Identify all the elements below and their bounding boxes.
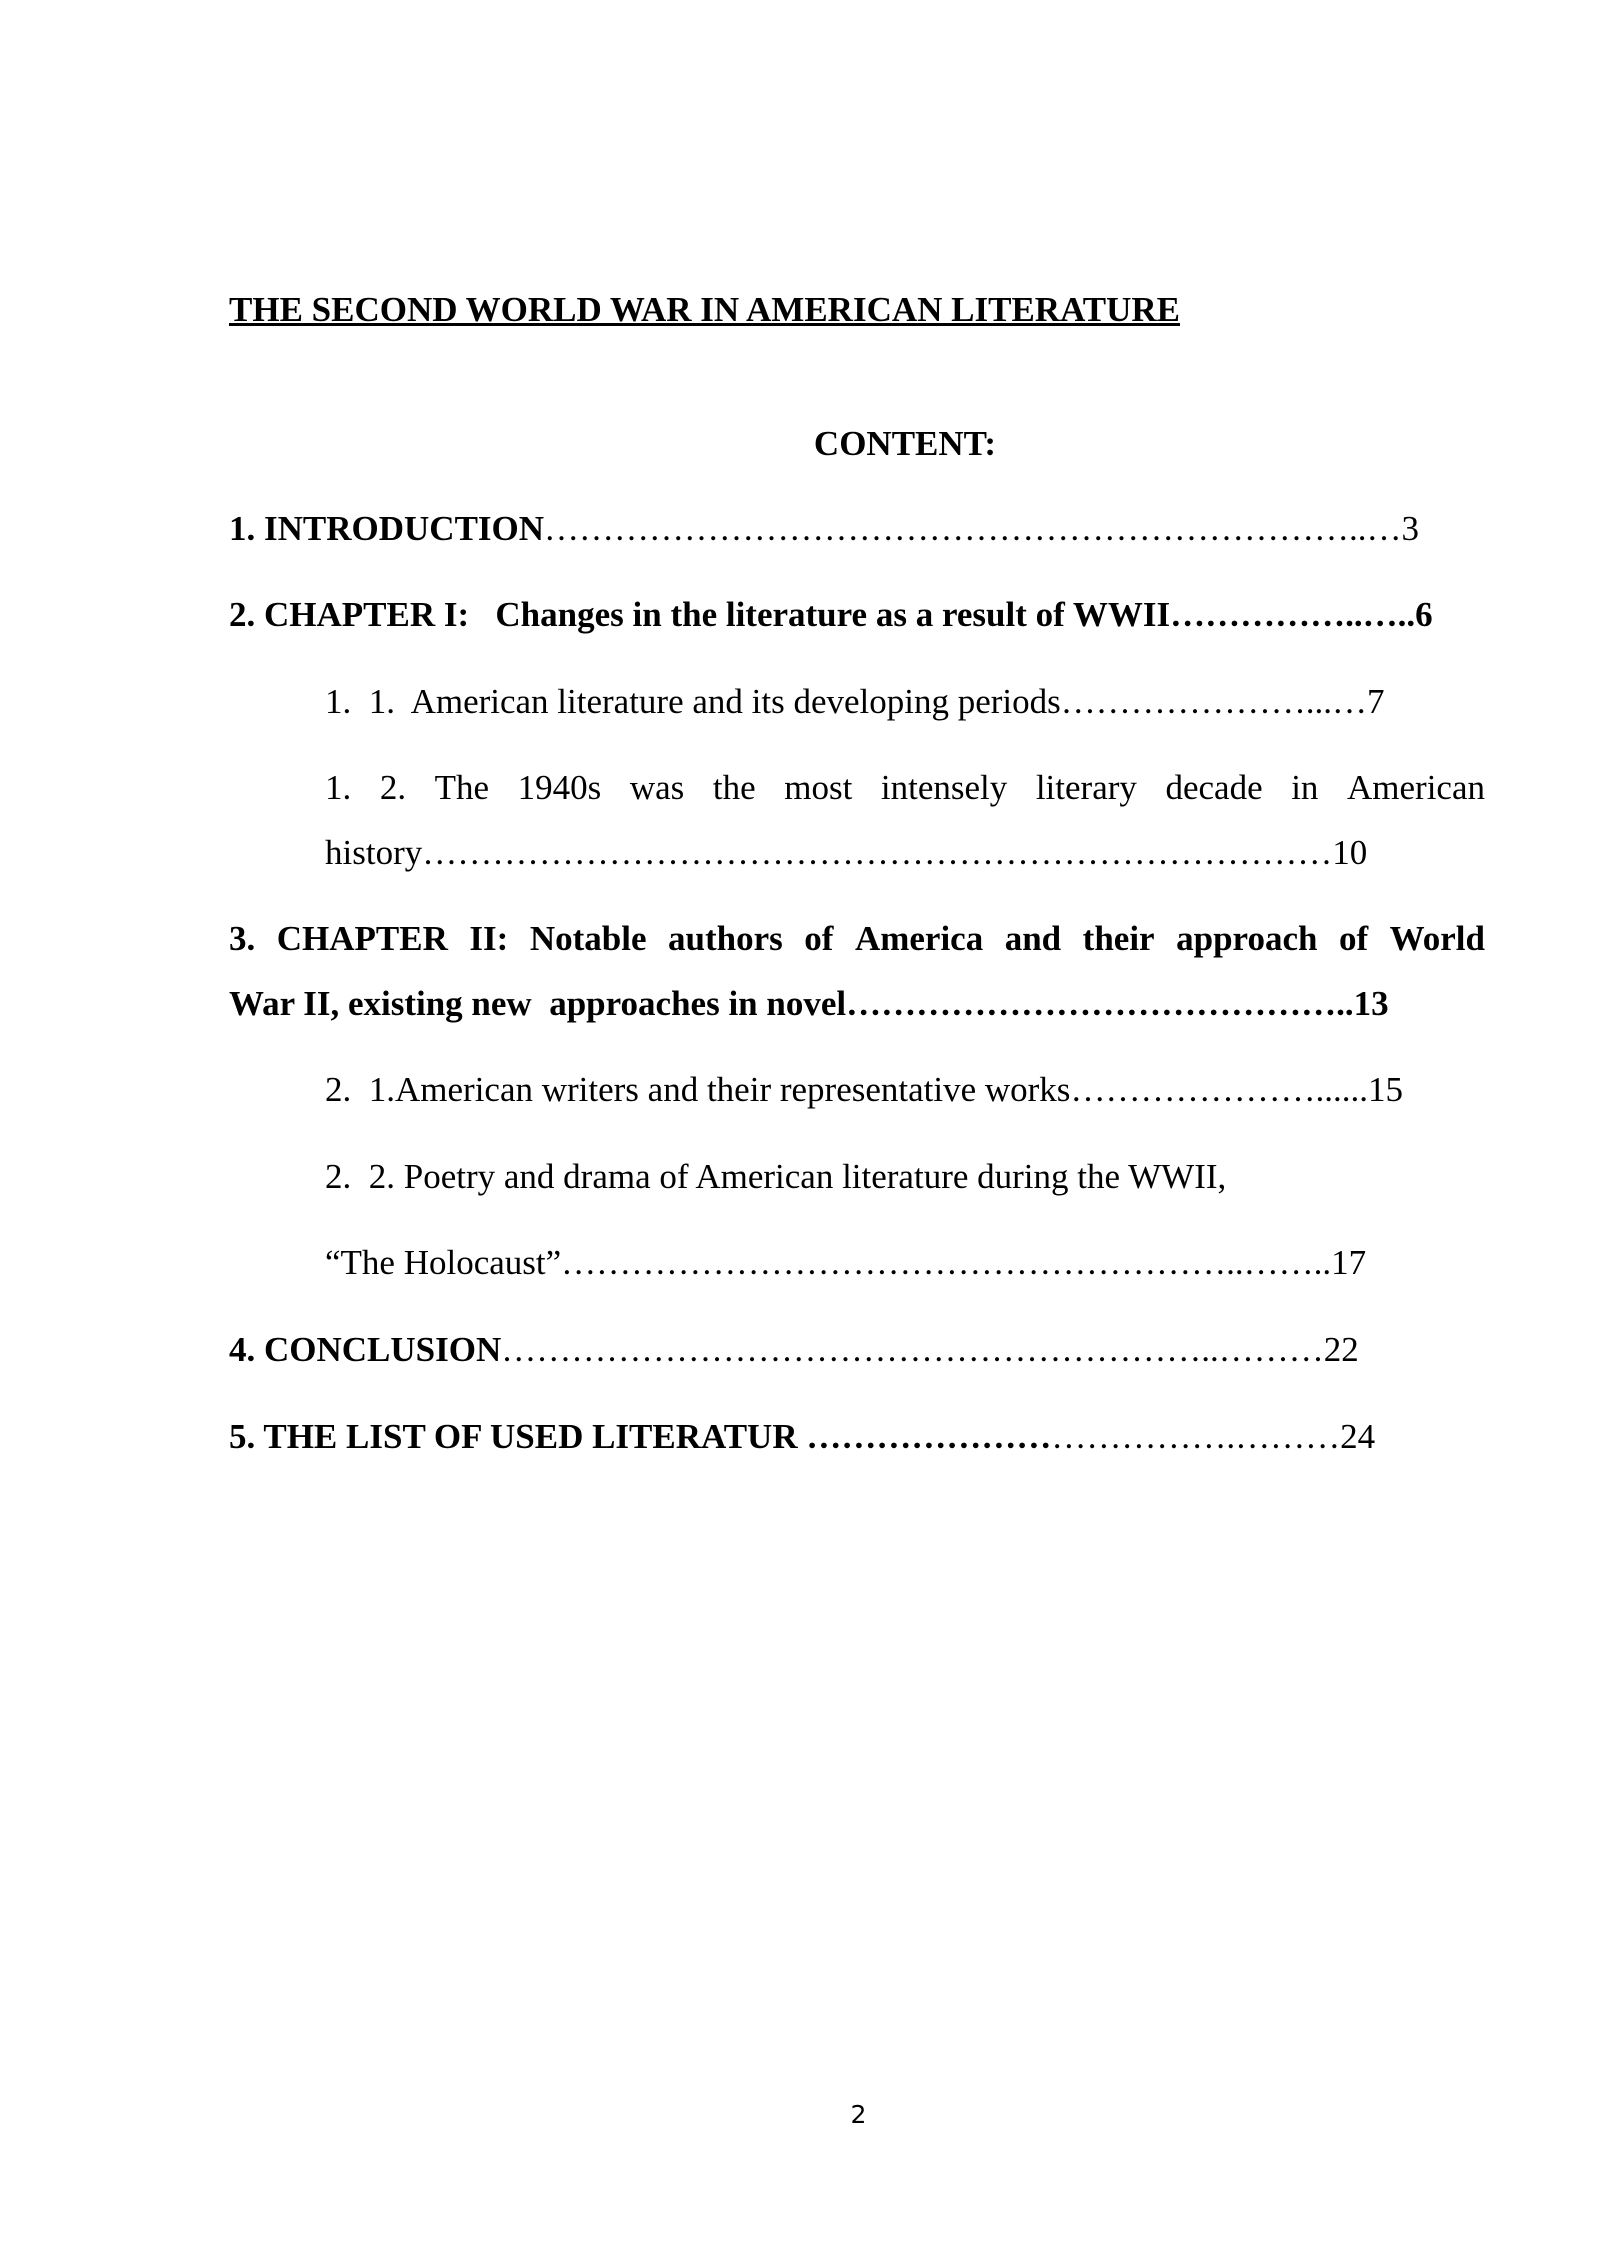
toc-word: Notable bbox=[529, 919, 647, 958]
toc-word: The bbox=[434, 768, 490, 807]
toc-entry-chapter-2-line2 bbox=[229, 983, 1389, 1025]
toc-page-number: 13 bbox=[1353, 984, 1389, 1023]
toc-leader-dots: ……………………………………………………..……… bbox=[501, 1330, 1324, 1369]
toc-page-number: 7 bbox=[1367, 682, 1385, 721]
toc-word: II: bbox=[469, 919, 509, 958]
toc-leader-dots-bold: ………………… bbox=[806, 1417, 1052, 1456]
toc-word: of bbox=[1338, 919, 1369, 958]
toc-entry-chapter-1 bbox=[229, 594, 1433, 636]
toc-leader-dots: …………………………………………………………………… bbox=[422, 833, 1333, 872]
toc-word: World bbox=[1389, 919, 1485, 958]
toc-leader-dots: …………………...... bbox=[1070, 1070, 1368, 1109]
toc-leader-dots: …………………………………….. bbox=[846, 984, 1354, 1023]
toc-entry-introduction bbox=[229, 508, 1419, 550]
toc-word: authors bbox=[668, 919, 783, 958]
toc-page-number: 10 bbox=[1332, 833, 1368, 872]
toc-page-number: 6 bbox=[1415, 595, 1433, 634]
toc-word: in bbox=[1291, 768, 1319, 807]
toc-word: 2. bbox=[379, 768, 407, 807]
toc-entry-label: 2. CHAPTER I: Changes in the literature as a result of WWII bbox=[229, 595, 1171, 634]
toc-leader-dots: ……………..….. bbox=[1170, 595, 1416, 634]
toc-entry-label: 5. THE LIST OF USED LITERATUR bbox=[229, 1417, 807, 1456]
toc-entry-label: 1. 1. American literature and its developing periods bbox=[325, 682, 1061, 721]
toc-leader-dots: ……………………………………………………………..… bbox=[544, 509, 1402, 548]
toc-entry-label: “The Holocaust” bbox=[325, 1243, 562, 1282]
toc-page-number: 22 bbox=[1323, 1330, 1359, 1369]
toc-page-number: 3 bbox=[1401, 509, 1420, 548]
toc-word: American bbox=[1347, 768, 1485, 807]
document-title: THE SECOND WORLD WAR IN AMERICAN LITERATURE bbox=[229, 290, 1180, 329]
toc-leader-dots: …………………………………………………..…….. bbox=[561, 1243, 1332, 1282]
toc-entry-label: 2. 1.American writers and their representative works bbox=[325, 1070, 1071, 1109]
toc-word: their bbox=[1082, 919, 1155, 958]
toc-word: and bbox=[1004, 919, 1062, 958]
toc-entry-label: 4. CONCLUSION bbox=[229, 1330, 502, 1369]
toc-entry-label: 2. 2. Poetry and drama of American literature during the WWII, bbox=[325, 1157, 1227, 1196]
toc-entry-section-1-2-line1 bbox=[325, 767, 1485, 809]
toc-word: 1940s bbox=[517, 768, 602, 807]
toc-entry-section-2-1 bbox=[325, 1069, 1403, 1111]
toc-entry-conclusion bbox=[229, 1329, 1359, 1371]
toc-entry-chapter-2-line1 bbox=[229, 918, 1485, 960]
toc-word: CHAPTER bbox=[276, 919, 448, 958]
toc-word: most bbox=[784, 768, 853, 807]
toc-word: America bbox=[854, 919, 984, 958]
toc-entry-section-1-2-line2 bbox=[325, 832, 1367, 874]
toc-word: decade bbox=[1165, 768, 1263, 807]
toc-word: 3. bbox=[229, 919, 256, 958]
toc-word: of bbox=[804, 919, 834, 958]
toc-word: the bbox=[712, 768, 756, 807]
toc-page-number: 15 bbox=[1367, 1070, 1403, 1109]
content-heading: CONTENT: bbox=[813, 424, 997, 463]
toc-page-number: 24 bbox=[1340, 1417, 1376, 1456]
toc-leader-dots: …………………...… bbox=[1060, 682, 1368, 721]
toc-word: intensely bbox=[880, 768, 1008, 807]
toc-word: 1. bbox=[325, 768, 352, 807]
toc-entry-section-1-1 bbox=[325, 681, 1385, 723]
toc-entry-label: history bbox=[325, 833, 423, 872]
toc-word: approach bbox=[1176, 919, 1318, 958]
toc-word: literary bbox=[1035, 768, 1137, 807]
toc-entry-section-2-2-line2 bbox=[325, 1242, 1366, 1284]
toc-entry-label: War II, existing new approaches in novel bbox=[229, 984, 847, 1023]
toc-word: was bbox=[629, 768, 685, 807]
toc-leader-dots: …………….……… bbox=[1051, 1417, 1341, 1456]
page-number: 2 bbox=[850, 2100, 867, 2129]
toc-entry-label: 1. INTRODUCTION bbox=[229, 509, 545, 548]
toc-page-number: 17 bbox=[1331, 1243, 1367, 1282]
toc-entry-section-2-2-line1 bbox=[325, 1156, 1226, 1198]
toc-entry-literature bbox=[229, 1416, 1375, 1458]
